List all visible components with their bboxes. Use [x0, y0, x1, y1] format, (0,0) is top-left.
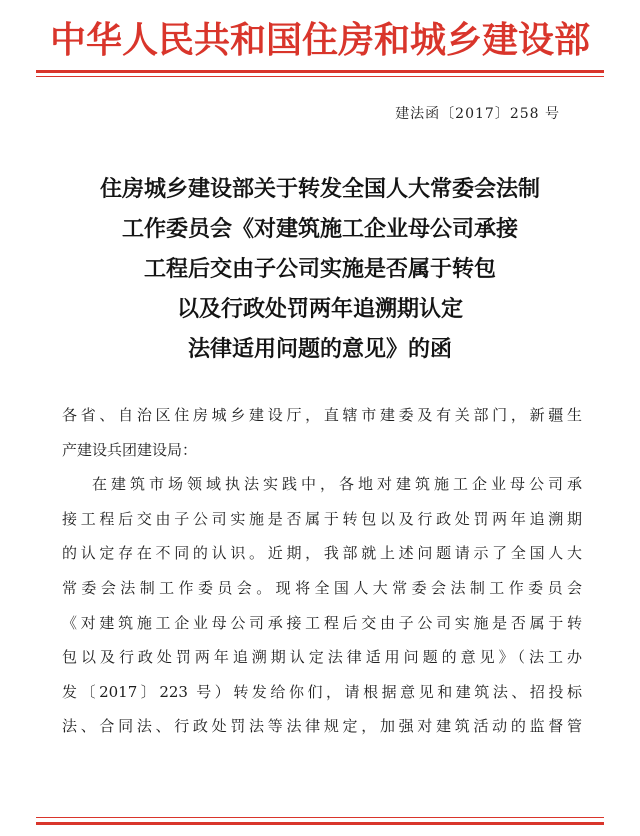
- document-number: 建法函〔2017〕258 号: [395, 106, 560, 122]
- body-line: 在建筑市场领域执法实践中，各地对建筑施工企业母公司承: [92, 475, 582, 494]
- document-body: [62, 398, 582, 744]
- document-title: [0, 170, 640, 370]
- body-line: 《对建筑施工企业母公司承接工程后交由子公司实施是否属于转: [62, 613, 582, 632]
- addressee-line: 产建设兵团建设局：: [62, 440, 198, 459]
- body-line: 的认定存在不同的认识。近期，我部就上述问题请示了全国人大: [62, 544, 582, 563]
- masthead-rule-thin: [36, 76, 604, 77]
- title-line: 住房城乡建设部关于转发全国人大常委会法制: [99, 177, 540, 202]
- title-line: 以及行政处罚两年追溯期认定: [176, 297, 463, 322]
- body-line: 包以及行政处罚两年追溯期认定法律适用问题的意见》（法工办: [62, 648, 582, 667]
- body-line: 接工程后交由子公司实施是否属于转包以及行政处罚两年追溯期: [62, 509, 582, 528]
- body-line: 发〔2017〕223 号）转发给你们，请根据意见和建筑法、招投标: [62, 682, 582, 701]
- addressee-line: 各省、自治区住房城乡建设厅，直辖市建委及有关部门，新疆生: [62, 406, 582, 424]
- masthead-title: 中华人民共和国住房和城乡建设部: [49, 19, 590, 61]
- title-line: 法律适用问题的意见》的函: [187, 337, 452, 362]
- body-line: 常委会法制工作委员会。现将全国人大常委会法制工作委员会: [62, 578, 582, 597]
- footer-rule-thin: [36, 817, 604, 818]
- footer-rule-thick: [36, 822, 604, 825]
- masthead-rule-thick: [36, 70, 604, 73]
- title-line: 工作委员会《对建筑施工企业母公司承接: [121, 217, 518, 242]
- title-line: 工程后交由子公司实施是否属于转包: [143, 257, 496, 282]
- body-line: 法、合同法、行政处罚法等法律规定，加强对建筑活动的监督管: [62, 717, 582, 736]
